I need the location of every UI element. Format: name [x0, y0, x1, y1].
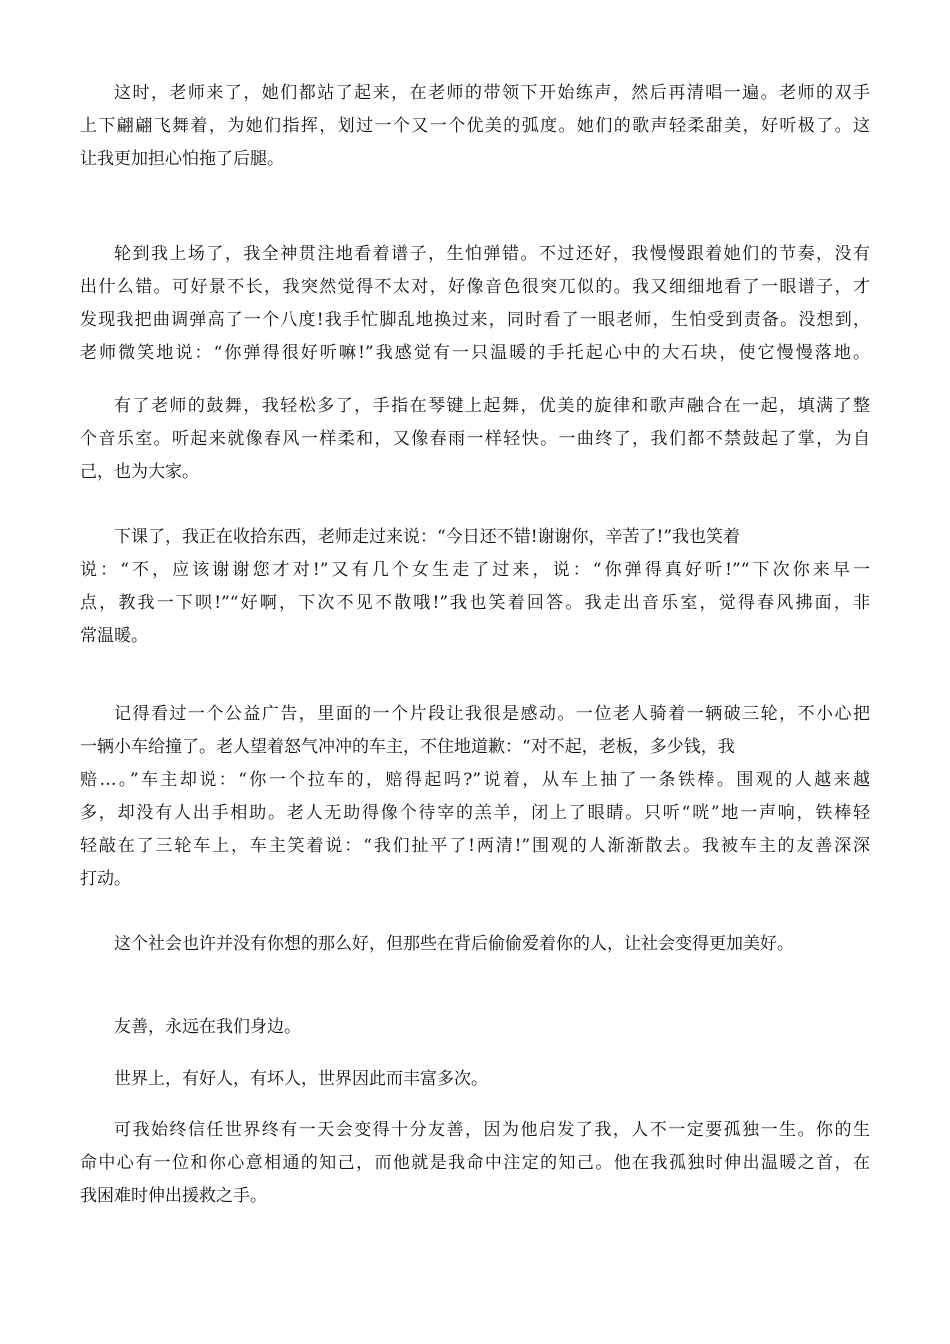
text-line: 这时，老师来了，她们都站了起来，在老师的带领下开始练声，然后再清唱一遍。老师的双手 [114, 83, 870, 103]
text-line: 己，也为大家。 [80, 462, 199, 482]
text-line: 这个社会也许并没有你想的那么好，但那些在背后偷偷爱着你的人，让社会变得更加美好。 [114, 934, 794, 954]
text-line: 出什么错。可好景不长，我突然觉得不太对，好像音色很突兀似的。我又细细地看了一眼谱子，才 [80, 277, 870, 297]
text-line: 多，却没有人出手相助。老人无助得像个待宰的羔羊，闭上了眼睛。只听“咣”地一声响，铁棒轻 [80, 803, 870, 823]
text-line: 友善，永远在我们身边。 [114, 1017, 301, 1037]
text-line: 打动。 [80, 869, 131, 889]
text-line: 常温暖。 [80, 626, 148, 646]
text-line: 轻敲在了三轮车上，车主笑着说：“我们扯平了!两清!”围观的人渐渐散去。我被车主的友善深深 [80, 836, 870, 856]
text-line: 一辆小车给撞了。老人望着怒气冲冲的车主，不住地道歉：“对不起，老板，多少钱，我 [80, 737, 735, 757]
text-line: 老师微笑地说：“你弹得很好听嘛!”我感觉有一只温暖的手托起心中的大石块，使它慢慢落地。 [80, 343, 870, 363]
paragraph [80, 521, 870, 653]
text-line: 个音乐室。听起来就像春风一样柔和，又像春雨一样轻快。一曲终了，我们都不禁鼓起了掌，为自 [80, 429, 870, 449]
paragraph [80, 1063, 870, 1096]
text-line: 点，教我一下呗!”“好啊，下次不见不散哦!”我也笑着回答。我走出音乐室，觉得春风拂面，非 [80, 593, 870, 613]
text-line: 世界上，有好人，有坏人，世界因此而丰富多次。 [114, 1069, 488, 1089]
text-line: 命中心有一位和你心意相通的知己，而他就是我命中注定的知己。他在我孤独时伸出温暖之首，在 [80, 1153, 870, 1173]
text-line: 轮到我上场了，我全神贯注地看着谱子，生怕弹错。不过还好，我慢慢跟着她们的节奏，没有 [114, 244, 870, 264]
text-line: 发现我把曲调弹高了一个八度!我手忙脚乱地换过来，同时看了一眼老师，生怕受到责备。没想到， [80, 310, 870, 330]
paragraph [80, 698, 870, 896]
paragraph [80, 1114, 870, 1213]
text-line: 说：“不，应该谢谢您才对!”又有几个女生走了过来，说：“你弹得真好听!”“下次你来早一 [80, 560, 870, 580]
paragraph [80, 77, 870, 176]
text-line: 可我始终信任世界终有一天会变得十分友善，因为他启发了我，人不一定要孤独一生。你的生 [114, 1120, 870, 1140]
text-line: 上下翩翩飞舞着，为她们指挥，划过一个又一个优美的弧度。她们的歌声轻柔甜美，好听极了。这 [80, 116, 870, 136]
text-line: 让我更加担心怕拖了后腿。 [80, 149, 284, 169]
paragraph [80, 390, 870, 489]
paragraph [80, 928, 870, 961]
text-line: 有了老师的鼓舞，我轻松多了，手指在琴键上起舞，优美的旋律和歌声融合在一起，填满了整 [114, 396, 870, 416]
paragraph [80, 238, 870, 370]
paragraph [80, 1011, 870, 1044]
text-line: 我困难时伸出援救之手。 [80, 1186, 267, 1206]
text-line: 赔…。”车主却说：“你一个拉车的，赔得起吗?”说着，从车上抽了一条铁棒。围观的人越来越 [80, 770, 870, 790]
text-line: 下课了，我正在收拾东西，老师走过来说：“今日还不错!谢谢你，辛苦了!”我也笑着 [114, 527, 741, 547]
text-line: 记得看过一个公益广告，里面的一个片段让我很是感动。一位老人骑着一辆破三轮，不小心把 [114, 704, 870, 724]
